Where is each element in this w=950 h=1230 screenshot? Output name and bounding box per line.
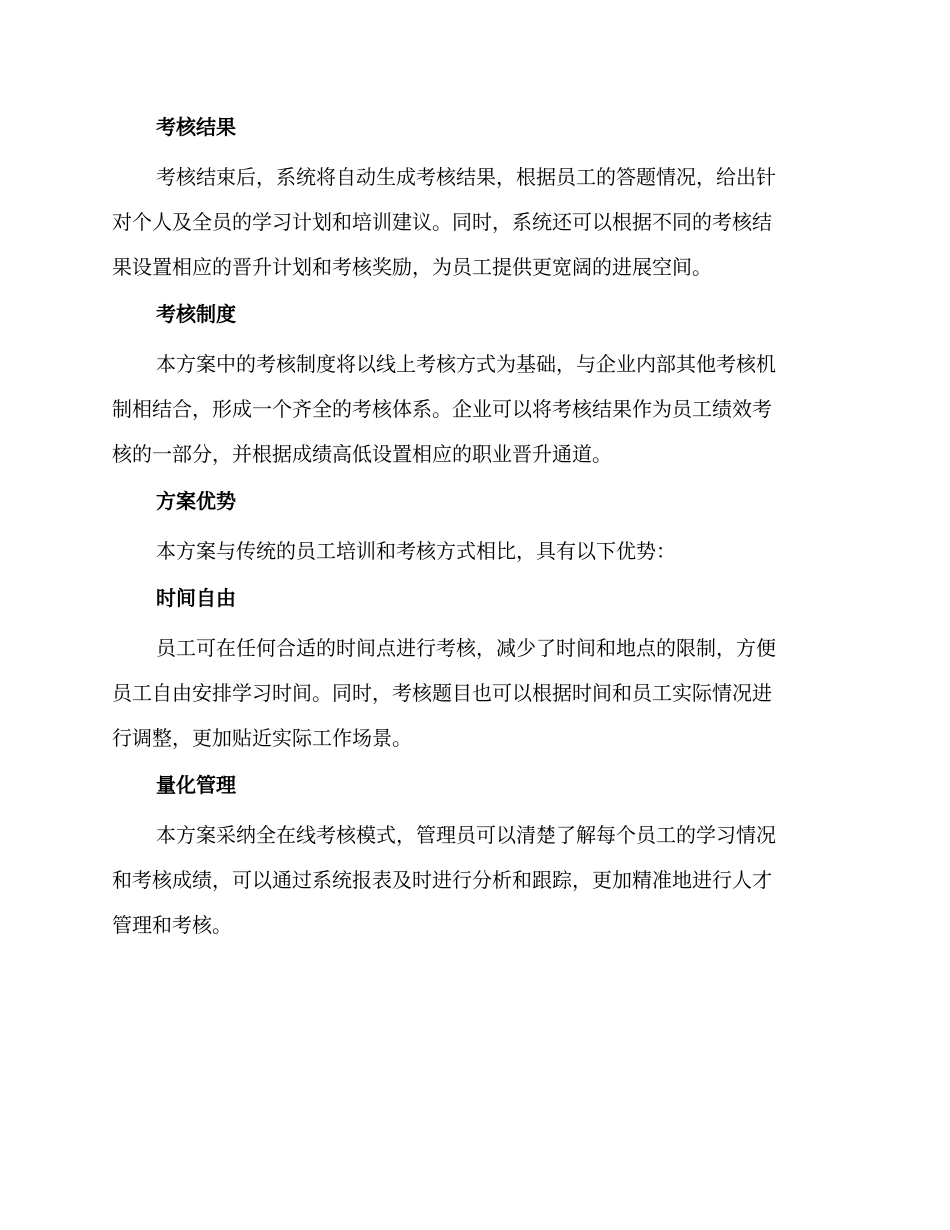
section-heading: 考核结果 [156,115,236,139]
section-flexible-time [112,579,832,761]
paragraph-line: 制相结合，形成一个齐全的考核体系。企业可以将考核结果作为员工绩效考 [112,397,772,421]
paragraph-line: 员工自由安排学习时间。同时，考核题目也可以根据时间和员工实际情况进 [112,681,772,705]
paragraph-line: 果设置相应的晋升计划和考核奖励，为员工提供更宽阔的进展空间。 [112,255,712,279]
paragraph-line: 行调整，更加贴近实际工作场景。 [112,726,412,750]
section-heading: 量化管理 [156,773,236,797]
section-paragraph [112,813,832,948]
section-paragraph [112,155,832,290]
paragraph-line: 核的一部分，并根据成绩高低设置相应的职业晋升通道。 [112,442,612,466]
section-plan-advantages [112,482,832,574]
paragraph-line: 本方案采纳全在线考核模式，管理员可以清楚了解每个员工的学习情况 [156,823,776,847]
section-paragraph [112,342,832,477]
section-heading: 时间自由 [156,586,236,610]
paragraph-line: 和考核成绩，可以通过系统报表及时进行分析和跟踪，更加精准地进行人才 [112,868,772,892]
paragraph-line: 考核结束后，系统将自动生成考核结果，根据员工的答题情况，给出针 [156,165,776,189]
paragraph-line: 本方案与传统的员工培训和考核方式相比，具有以下优势： [156,539,676,563]
section-heading: 考核制度 [156,302,236,326]
section-exam-system [112,295,832,477]
paragraph-line: 员工可在任何合适的时间点进行考核，减少了时间和地点的限制，方便 [156,636,776,660]
section-heading: 方案优势 [156,489,236,513]
paragraph-line: 本方案中的考核制度将以线上考核方式为基础，与企业内部其他考核机 [156,352,776,376]
document-page [112,108,832,953]
section-quantified-management [112,766,832,948]
section-paragraph [112,529,832,574]
section-exam-results [112,108,832,290]
paragraph-line: 对个人及全员的学习计划和培训建议。同时，系统还可以根据不同的考核结 [112,210,772,234]
section-paragraph [112,626,832,761]
paragraph-line: 管理和考核。 [112,913,232,937]
